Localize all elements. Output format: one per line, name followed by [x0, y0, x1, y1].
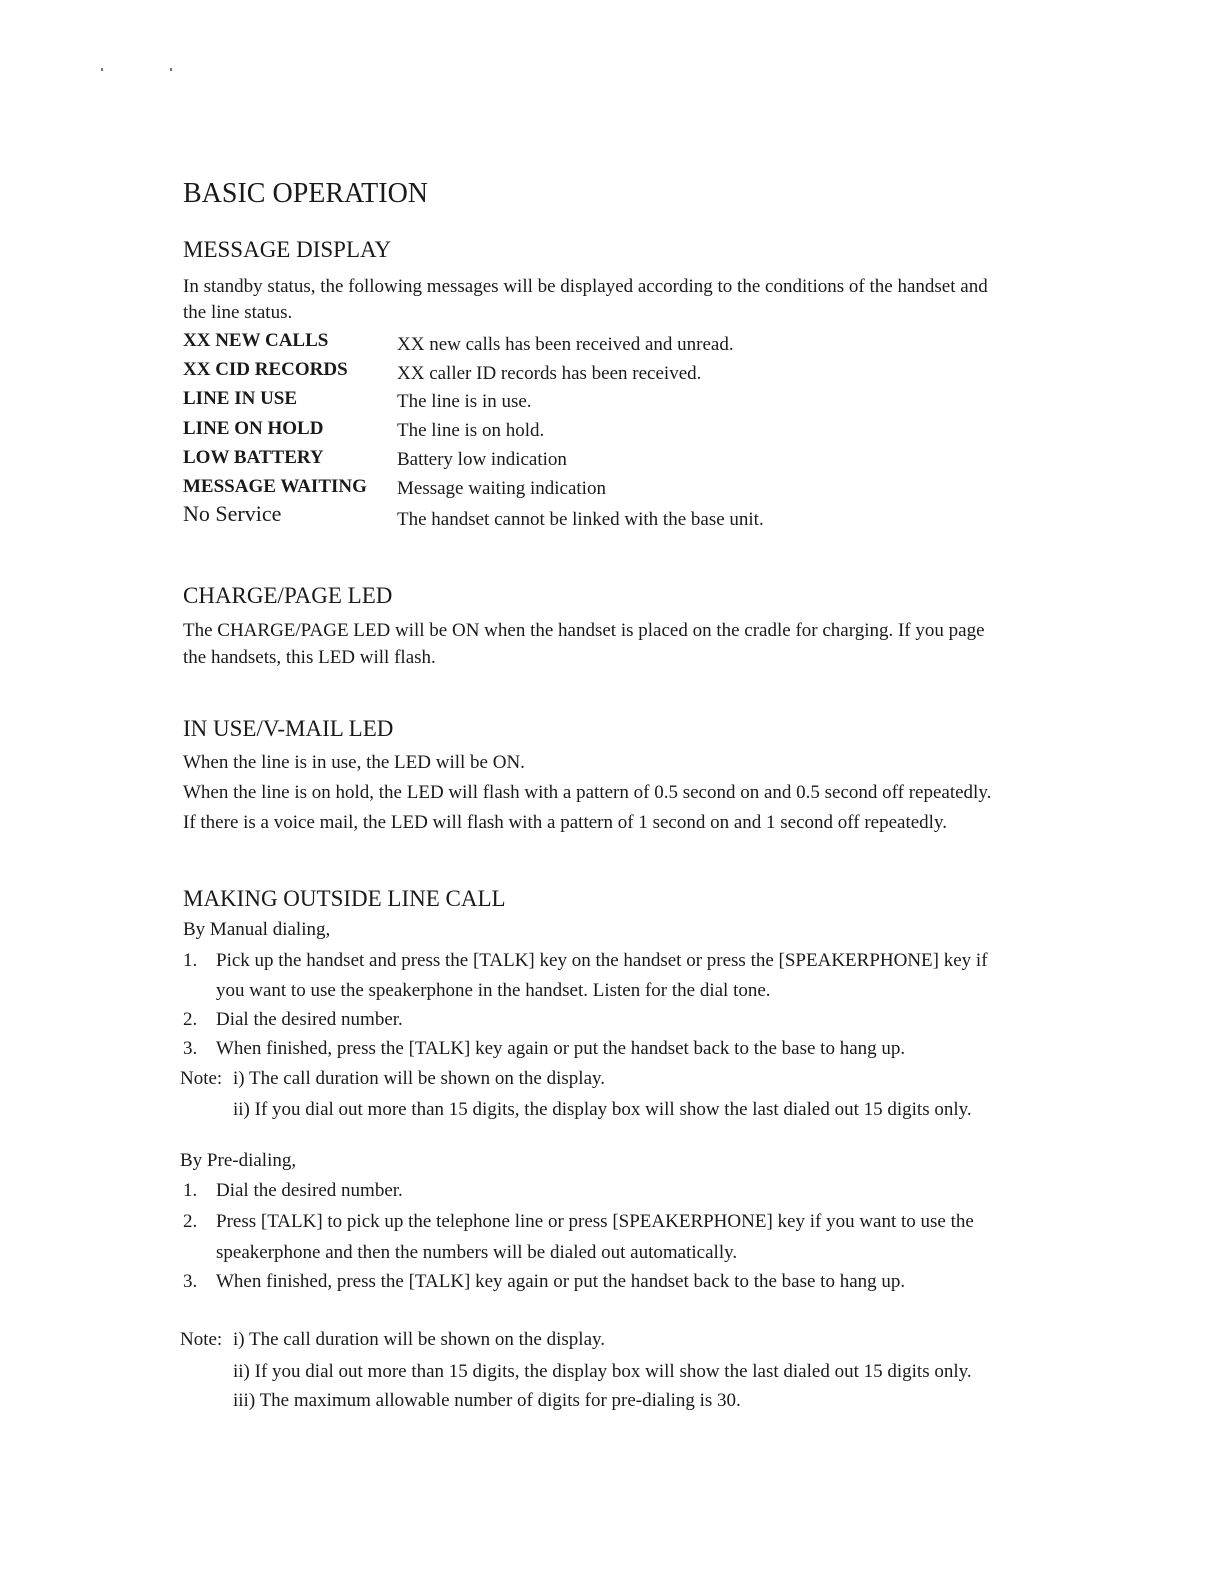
step-number: 2.: [183, 1211, 198, 1232]
message-term: LINE IN USE: [183, 388, 298, 409]
step-text: you want to use the speakerphone in the handset. Listen for the dial tone.: [216, 980, 771, 1001]
paragraph-line: The CHARGE/PAGE LED will be ON when the handset is placed on the cradle for charging. If you page: [183, 620, 985, 641]
scan-mark: [101, 68, 103, 71]
subsection-label: By Manual dialing,: [183, 919, 331, 940]
message-term: XX NEW CALLS: [183, 330, 329, 351]
message-desc: The line is on hold.: [397, 420, 545, 441]
paragraph-line: When the line is on hold, the LED will flash with a pattern of 0.5 second on and 0.5 second off repeatedly.: [183, 782, 992, 803]
step-number: 3.: [183, 1271, 198, 1292]
note-text: i) The call duration will be shown on the display.: [233, 1329, 606, 1350]
paragraph-line: the handsets, this LED will flash.: [183, 647, 436, 668]
step-text: Pick up the handset and press the [TALK] key on the handset or press the [SPEAKERPHONE] key if: [216, 950, 988, 971]
step-number: 1.: [183, 1180, 198, 1201]
paragraph-line: If there is a voice mail, the LED will flash with a pattern of 1 second on and 1 second off repeatedly.: [183, 812, 947, 833]
note-text: ii) If you dial out more than 15 digits, the display box will show the last dialed out 15 digits only.: [233, 1361, 972, 1382]
paragraph-line: the line status.: [183, 302, 293, 323]
step-text: When finished, press the [TALK] key again or put the handset back to the base to hang up.: [216, 1038, 906, 1059]
note-text: iii) The maximum allowable number of digits for pre-dialing is 30.: [233, 1390, 741, 1411]
message-term: No Service: [183, 501, 282, 526]
step-text: Dial the desired number.: [216, 1180, 403, 1201]
step-number: 1.: [183, 950, 198, 971]
message-desc: The line is in use.: [397, 391, 532, 412]
note-text: ii) If you dial out more than 15 digits, the display box will show the last dialed out 15 digits only.: [233, 1099, 972, 1120]
message-term: LOW BATTERY: [183, 447, 324, 468]
step-text: speakerphone and then the numbers will be dialed out automatically.: [216, 1242, 738, 1263]
section-heading-inuse-led: IN USE/V-MAIL LED: [183, 716, 394, 741]
step-number: 3.: [183, 1038, 198, 1059]
message-term: LINE ON HOLD: [183, 418, 324, 439]
message-desc: The handset cannot be linked with the base unit.: [397, 509, 764, 530]
section-heading-charge-led: CHARGE/PAGE LED: [183, 583, 393, 608]
subsection-label: By Pre-dialing,: [180, 1150, 297, 1171]
note-label: Note:: [180, 1068, 223, 1089]
paragraph-line: In standby status, the following messages will be displayed according to the conditions of the handset and: [183, 276, 988, 297]
message-desc: Battery low indication: [397, 449, 567, 470]
step-text: Press [TALK] to pick up the telephone line or press [SPEAKERPHONE] key if you want to use the: [216, 1211, 974, 1232]
step-text: When finished, press the [TALK] key again or put the handset back to the base to hang up.: [216, 1271, 906, 1292]
message-desc: XX new calls has been received and unread.: [397, 334, 734, 355]
scan-mark: [170, 68, 172, 71]
step-number: 2.: [183, 1009, 198, 1030]
message-desc: Message waiting indication: [397, 478, 606, 499]
step-text: Dial the desired number.: [216, 1009, 403, 1030]
note-text: i) The call duration will be shown on the display.: [233, 1068, 606, 1089]
section-heading-outside-call: MAKING OUTSIDE LINE CALL: [183, 886, 506, 911]
page-title: BASIC OPERATION: [183, 178, 429, 209]
message-term: XX CID RECORDS: [183, 359, 348, 380]
note-label: Note:: [180, 1329, 223, 1350]
message-term: MESSAGE WAITING: [183, 476, 367, 497]
message-desc: XX caller ID records has been received.: [397, 363, 702, 384]
paragraph-line: When the line is in use, the LED will be ON.: [183, 752, 525, 773]
section-heading-message-display: MESSAGE DISPLAY: [183, 237, 392, 262]
